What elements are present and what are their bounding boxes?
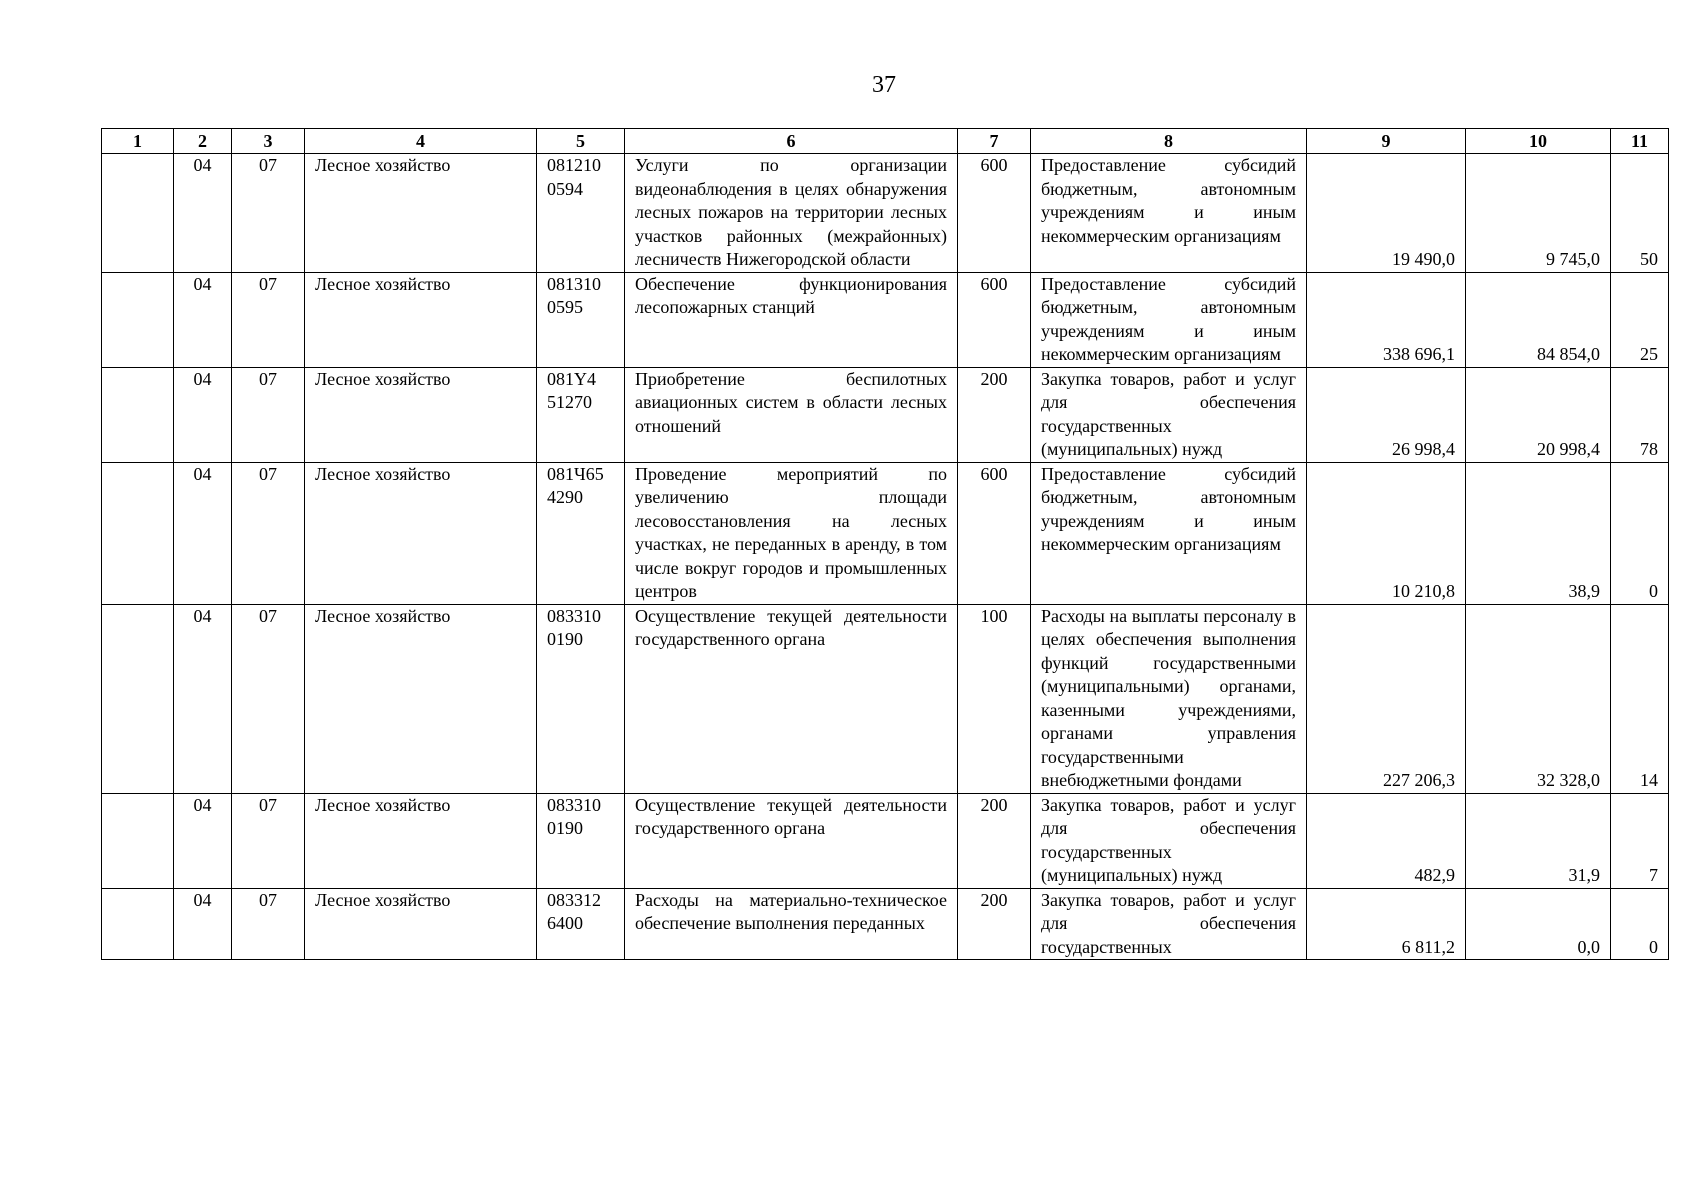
cell-percent: 50 — [1611, 154, 1669, 273]
cell-amount-plan: 19 490,0 — [1307, 154, 1466, 273]
header-row — [102, 129, 1669, 154]
cell-description: Услуги по организации видеонаблюдения в целях обнаружения лесных пожаров на территории лесных участков районных (межрайонных) лесничеств Нижегородской области — [625, 154, 958, 273]
cell-percent: 78 — [1611, 367, 1669, 462]
cell-amount-actual: 31,9 — [1466, 793, 1611, 888]
cell-percent: 14 — [1611, 604, 1669, 793]
cell-subsection: 07 — [232, 462, 305, 604]
cell-col-1 — [102, 367, 174, 462]
cell-amount-plan: 26 998,4 — [1307, 367, 1466, 462]
cell-section: 04 — [174, 888, 232, 960]
column-header-9: 9 — [1307, 129, 1466, 154]
cell-section: 04 — [174, 793, 232, 888]
cell-amount-plan: 227 206,3 — [1307, 604, 1466, 793]
table-row — [102, 793, 1669, 888]
cell-amount-actual: 32 328,0 — [1466, 604, 1611, 793]
cell-subsection: 07 — [232, 367, 305, 462]
cell-percent: 0 — [1611, 462, 1669, 604]
cell-section-name: Лесное хозяйство — [305, 793, 537, 888]
cell-section: 04 — [174, 154, 232, 273]
cell-expense-type: 100 — [958, 604, 1031, 793]
cell-expense-name: Расходы на выплаты персоналу в целях обеспечения выполнения функций государственными (муниципальными) органами, казенными учреждениями, органами управления государственными внебюджетными фондами — [1031, 604, 1307, 793]
cell-percent: 0 — [1611, 888, 1669, 960]
cell-expense-name: Закупка товаров, работ и услуг для обеспечения государственных — [1031, 888, 1307, 960]
cell-section-name: Лесное хозяйство — [305, 604, 537, 793]
table-row — [102, 272, 1669, 367]
cell-target-code: 081310 0595 — [537, 272, 625, 367]
cell-expense-name: Закупка товаров, работ и услуг для обеспечения государственных (муниципальных) нужд — [1031, 367, 1307, 462]
cell-section: 04 — [174, 604, 232, 793]
cell-section-name: Лесное хозяйство — [305, 888, 537, 960]
cell-target-code: 083310 0190 — [537, 793, 625, 888]
cell-subsection: 07 — [232, 604, 305, 793]
cell-expense-name: Закупка товаров, работ и услуг для обеспечения государственных (муниципальных) нужд — [1031, 793, 1307, 888]
cell-expense-type: 600 — [958, 154, 1031, 273]
table-row — [102, 462, 1669, 604]
cell-target-code: 083310 0190 — [537, 604, 625, 793]
cell-section-name: Лесное хозяйство — [305, 272, 537, 367]
cell-expense-type: 600 — [958, 272, 1031, 367]
cell-target-code: 083312 6400 — [537, 888, 625, 960]
column-header-5: 5 — [537, 129, 625, 154]
cell-col-1 — [102, 154, 174, 273]
cell-target-code: 081Ч65 4290 — [537, 462, 625, 604]
column-header-8: 8 — [1031, 129, 1307, 154]
cell-amount-actual: 20 998,4 — [1466, 367, 1611, 462]
cell-description: Проведение мероприятий по увеличению площади лесовосстановления на лесных участках, не переданных в аренду, в том числе вокруг городов и промышленных центров — [625, 462, 958, 604]
cell-section: 04 — [174, 272, 232, 367]
cell-col-1 — [102, 604, 174, 793]
cell-subsection: 07 — [232, 272, 305, 367]
cell-amount-plan: 6 811,2 — [1307, 888, 1466, 960]
cell-subsection: 07 — [232, 888, 305, 960]
cell-section-name: Лесное хозяйство — [305, 154, 537, 273]
cell-section: 04 — [174, 462, 232, 604]
column-header-11: 11 — [1611, 129, 1669, 154]
table-row — [102, 604, 1669, 793]
cell-expense-name: Предоставление субсидий бюджетным, автономным учреждениям и иным некоммерческим организациям — [1031, 154, 1307, 273]
cell-description: Обеспечение функционирования лесопожарных станций — [625, 272, 958, 367]
column-header-4: 4 — [305, 129, 537, 154]
column-header-1: 1 — [102, 129, 174, 154]
cell-amount-actual: 38,9 — [1466, 462, 1611, 604]
cell-expense-type: 200 — [958, 367, 1031, 462]
cell-subsection: 07 — [232, 154, 305, 273]
cell-expense-name: Предоставление субсидий бюджетным, автономным учреждениям и иным некоммерческим организациям — [1031, 462, 1307, 604]
column-header-3: 3 — [232, 129, 305, 154]
cell-description: Приобретение беспилотных авиационных систем в области лесных отношений — [625, 367, 958, 462]
table-row — [102, 367, 1669, 462]
cell-amount-actual: 0,0 — [1466, 888, 1611, 960]
table-row — [102, 888, 1669, 960]
cell-percent: 25 — [1611, 272, 1669, 367]
cell-subsection: 07 — [232, 793, 305, 888]
cell-percent: 7 — [1611, 793, 1669, 888]
table-row — [102, 154, 1669, 273]
column-header-7: 7 — [958, 129, 1031, 154]
cell-col-1 — [102, 793, 174, 888]
cell-amount-plan: 338 696,1 — [1307, 272, 1466, 367]
cell-section-name: Лесное хозяйство — [305, 462, 537, 604]
cell-amount-actual: 84 854,0 — [1466, 272, 1611, 367]
cell-expense-type: 200 — [958, 888, 1031, 960]
column-header-10: 10 — [1466, 129, 1611, 154]
cell-amount-actual: 9 745,0 — [1466, 154, 1611, 273]
column-header-2: 2 — [174, 129, 232, 154]
column-header-6: 6 — [625, 129, 958, 154]
cell-description: Расходы на материально-техническое обеспечение выполнения переданных — [625, 888, 958, 960]
cell-expense-name: Предоставление субсидий бюджетным, автономным учреждениям и иным некоммерческим организациям — [1031, 272, 1307, 367]
cell-description: Осуществление текущей деятельности государственного органа — [625, 604, 958, 793]
cell-expense-type: 200 — [958, 793, 1031, 888]
cell-description: Осуществление текущей деятельности государственного органа — [625, 793, 958, 888]
cell-target-code: 081210 0594 — [537, 154, 625, 273]
budget-table — [101, 128, 1669, 960]
cell-col-1 — [102, 888, 174, 960]
cell-expense-type: 600 — [958, 462, 1031, 604]
cell-amount-plan: 10 210,8 — [1307, 462, 1466, 604]
cell-section-name: Лесное хозяйство — [305, 367, 537, 462]
cell-section: 04 — [174, 367, 232, 462]
cell-target-code: 081Y4 51270 — [537, 367, 625, 462]
page-number: 37 — [872, 72, 896, 98]
cell-col-1 — [102, 462, 174, 604]
cell-col-1 — [102, 272, 174, 367]
cell-amount-plan: 482,9 — [1307, 793, 1466, 888]
